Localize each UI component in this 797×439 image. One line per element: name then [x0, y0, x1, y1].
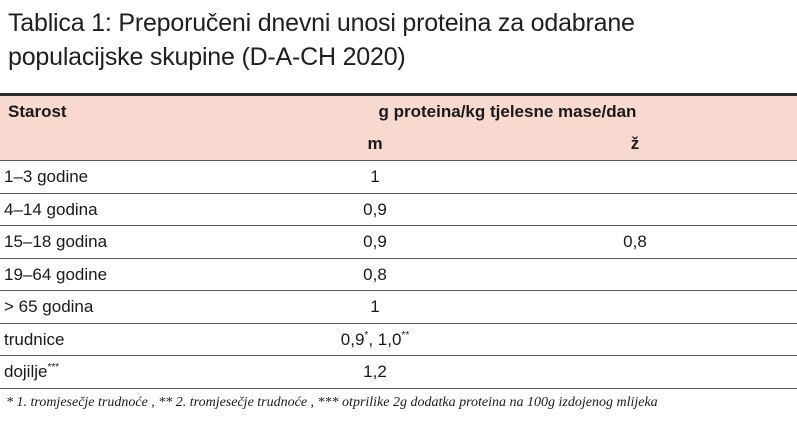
row-age: trudnice — [4, 329, 65, 349]
table-row — [0, 355, 797, 388]
header-unit: g proteina/kg tjelesne mase/dan — [378, 102, 637, 121]
row-female-value: 0,8 — [623, 232, 647, 251]
footnote: * 1. tromjesečje trudnoće , ** 2. tromjesečje trudnoće , *** otprilike 2g dodatka proteina na 100g izdojenog mlijeka — [6, 395, 658, 410]
table-row — [0, 160, 797, 193]
table-row — [0, 258, 797, 291]
row-age: 15–18 godina — [4, 232, 108, 251]
row-age: 19–64 godine — [4, 264, 108, 284]
table-title — [8, 6, 788, 74]
table-row — [0, 193, 797, 226]
value-second-trimester: , 1,0 — [368, 329, 402, 349]
footnote-marker: *** — [47, 362, 60, 373]
row-age-label: dojilje — [4, 362, 48, 381]
row-age: 4–14 godina — [4, 199, 98, 219]
table-bottom-rule — [0, 388, 797, 389]
row-male-value: 0,9 — [363, 232, 387, 251]
row-male-value: 0,9 — [363, 199, 387, 219]
header-male: m — [367, 134, 383, 153]
table-row — [0, 290, 797, 323]
header-female: ž — [630, 134, 640, 153]
protein-intake-table — [0, 93, 797, 389]
row-male-value: 1 — [370, 167, 380, 186]
table-row — [0, 323, 797, 356]
table-header — [0, 96, 797, 160]
header-age: Starost — [8, 102, 67, 121]
row-male-value — [320, 330, 430, 350]
row-age: 1–3 godine — [4, 167, 89, 186]
footnote-marker: ** — [401, 329, 410, 341]
value-first-trimester: 0,9 — [340, 329, 365, 349]
title-line-2: populacijske skupine (D-A-CH 2020) — [8, 43, 406, 71]
row-male-value: 0,8 — [363, 264, 387, 284]
table-row — [0, 225, 797, 258]
footnote-marker: * — [364, 329, 369, 341]
row-male-value: 1 — [370, 297, 380, 316]
row-age — [4, 362, 59, 382]
row-age: > 65 godina — [4, 297, 94, 316]
title-line-1: Tablica 1: Preporučeni dnevni unosi proteina za odabrane — [8, 9, 635, 37]
row-male-value: 1,2 — [363, 362, 387, 381]
